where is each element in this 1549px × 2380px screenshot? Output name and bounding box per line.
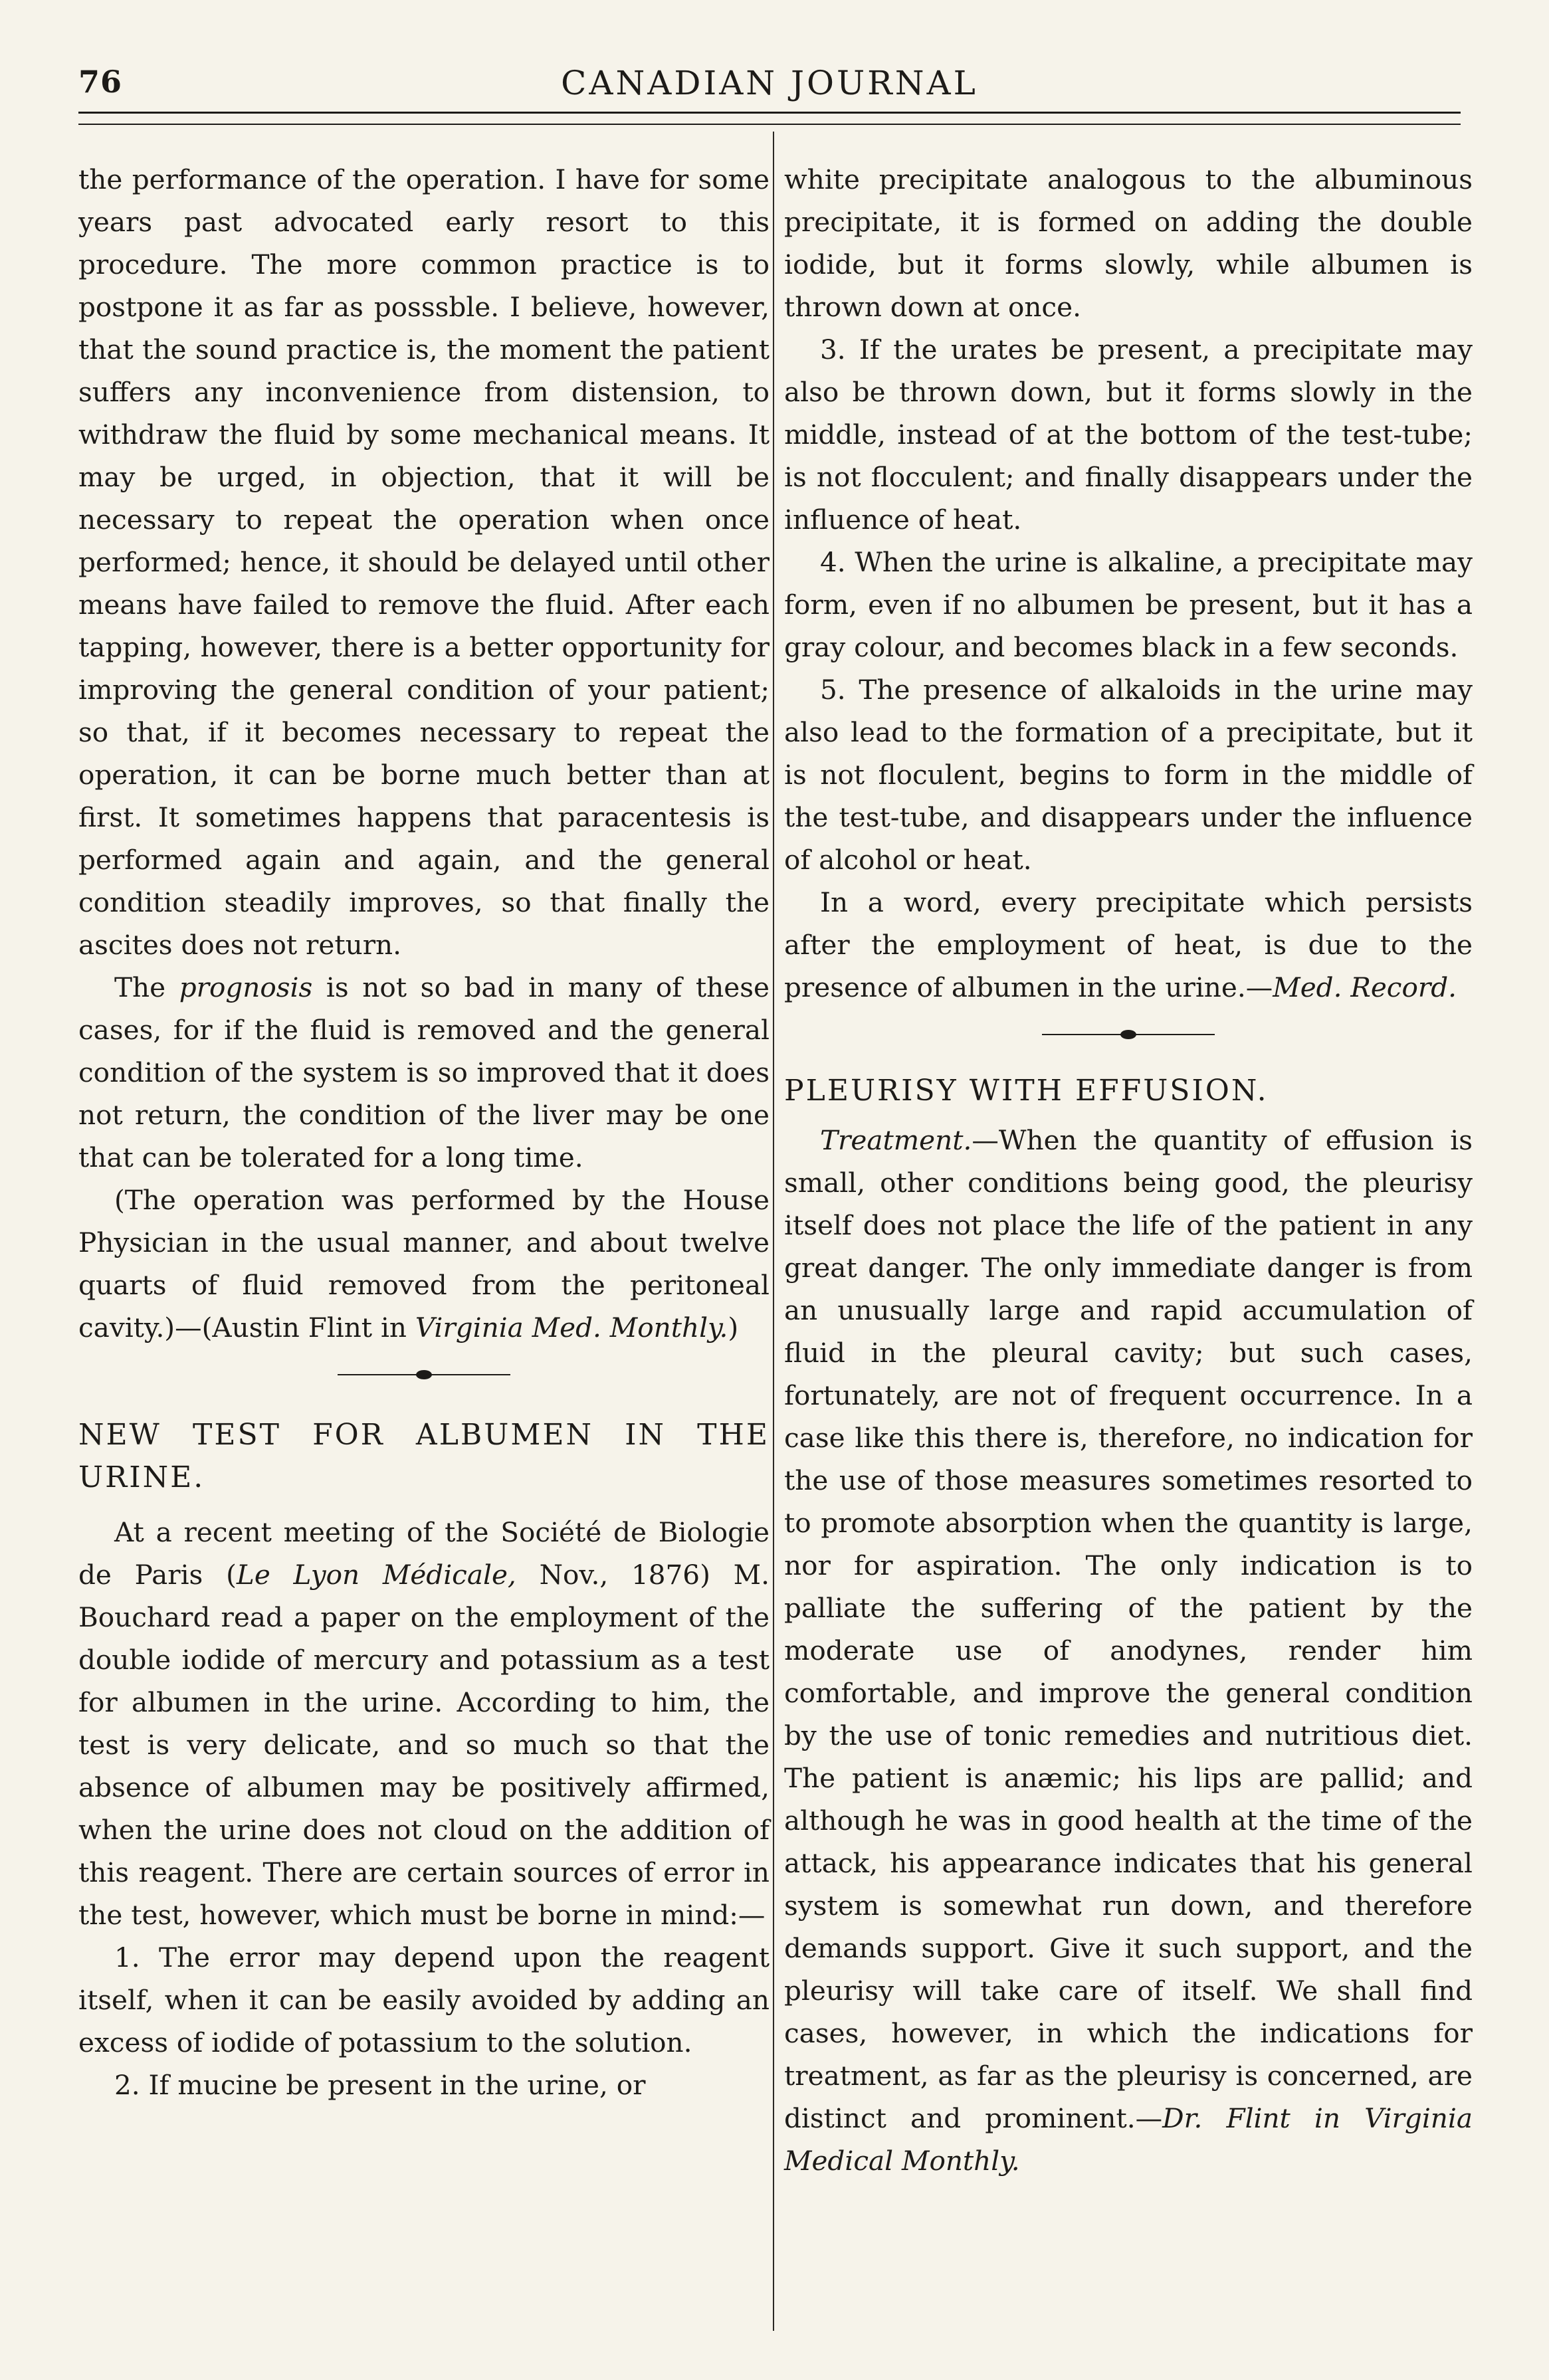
header-rule-thick — [78, 112, 1461, 114]
page-header — [78, 64, 1461, 110]
list-item: 2. If mucine be present in the urine, or — [114, 2069, 646, 2101]
list-item: 1. The error may depend upon the reagent itself, when it can be easily avoided by adding an excess of iodide of potassium to the solution. — [78, 1941, 770, 2058]
italic-term: prognosis — [179, 971, 313, 1003]
ornament-rule-icon — [1042, 1030, 1215, 1039]
text-run: is not so bad in many of these cases, for if the fluid is removed and the general condition of the system is so improved that it does not return, the condition of the liver may be one that can be tolerated for a long time. — [78, 971, 770, 1173]
citation-source: Dr. Flint in Virginia Medical Monthly. — [784, 2102, 1473, 2177]
section-title: NEW TEST FOR ALBUMEN IN THE URINE. — [78, 1418, 770, 1494]
list-item: 4. When the urine is alkaline, a precipitate may form, even if no albumen be present, but it has a gray colour, and becomes black in a few seconds. — [784, 546, 1473, 663]
ornament-rule-icon — [338, 1370, 510, 1379]
text-run: —When the quantity of effusion is small, other conditions being good, the pleurisy itself does not place the life of the patient in any great danger. The only immediate danger is from an unusually large and rapid accumulation of fluid in the pleural cavity; but such cases, fortunately, are not of frequent occurrence. In a case like this there is, therefore, no indication for the use of those measures sometimes resorted to to promote absorption when the quantity is large, nor for aspiration. The only indication is to palliate the suffering of the patient by the moderate use of anodynes, render him comfortable, and improve the general condition by the use of tonic remedies and nutritious diet. The patient is anæmic; his lips are pallid; and although he was in good health at the time of the attack, his appearance indicates that his general system is somewhat run down, and therefore demands support. Give it such support, and the pleurisy will take care of itself. We shall find cases, however, in which the indications for treatment, as far as the pleurisy is concerned, are distinct and prominent.— — [784, 1124, 1473, 2134]
right-column — [784, 158, 1473, 2182]
citation-source: Virginia Med. Monthly. — [415, 1312, 728, 1343]
paragraph: the performance of the operation. I have for some years past advocated early resort to this procedure. The more common practice is to postpone it as far as posssble. I believe, however, that the sound practice is, the moment the patient suffers any inconvenience from distension, to withdraw the fluid by some mechanical means. It may be urged, in objection, that it will be necessary to repeat the operation when once performed; hence, it should be delayed until other means have failed to remove the fluid. After each tapping, however, there is a better opportunity for improving the general condition of your patient; so that, if it becomes necessary to repeat the operation, it can be borne much better than at first. It sometimes happens that paracentesis is performed again and again, and the general condition steadily improves, so that finally the ascites does not return. — [78, 163, 770, 961]
paragraph: white precipitate analogous to the albuminous precipitate, it is formed on adding the double iodide, but it forms slowly, while albumen is thrown down at once. — [784, 163, 1473, 323]
paragraph — [78, 966, 770, 1179]
text-run: The — [114, 971, 179, 1003]
text-run: (The operation was performed by the House Physician in the usual manner, and about twelve quarts of fluid removed from the peritoneal cavity.)—(Austin Flint in — [78, 1184, 770, 1343]
citation-source: Le Lyon Médicale, — [236, 1559, 516, 1591]
column-divider — [773, 132, 774, 2331]
paragraph — [78, 1511, 770, 1936]
list-item: 3. If the urates be present, a precipitate may also be thrown down, but it forms slowly in the middle, instead of at the bottom of the test-tube; is not flocculent; and finally disappears under the influence of heat. — [784, 334, 1473, 536]
text-run: Nov., 1876) M. Bouchard read a paper on the employment of the double iodide of mercury and potassium as a test for albumen in the urine. According to him, the test is very delicate, and so much so that the absence of albumen may be positively affirmed, when the urine does not cloud on the addition of this reagent. There are certain sources of error in the test, however, which must be borne in mind:— — [78, 1559, 770, 1931]
section-ornament — [78, 1349, 770, 1391]
section-ornament — [784, 1009, 1473, 1051]
text-run: ) — [728, 1312, 739, 1343]
list-item: 5. The presence of alkaloids in the urine may also lead to the formation of a precipitate, but it is not floculent, begins to form in the middle of the test-tube, and disappears under the influence of alcohol or heat. — [784, 674, 1473, 876]
text-run: At a recent meeting of the Société de Biologie de Paris ( — [78, 1516, 770, 1591]
italic-term: Treatment. — [820, 1124, 972, 1156]
section-title: PLEURISY WITH EFFUSION. — [784, 1074, 1269, 1108]
citation-source: Med. Record. — [1273, 971, 1457, 1003]
paragraph — [784, 881, 1473, 1009]
running-title: CANADIAN JOURNAL — [561, 64, 978, 102]
page-number: 76 — [78, 64, 123, 100]
left-column — [78, 158, 770, 2106]
paragraph — [784, 1119, 1473, 2182]
paragraph — [78, 1179, 770, 1349]
header-rule-thin — [78, 124, 1461, 125]
text-run: In a word, every precipitate which persists after the employment of heat, is due to the presence of albumen in the urine.— — [784, 886, 1473, 1003]
